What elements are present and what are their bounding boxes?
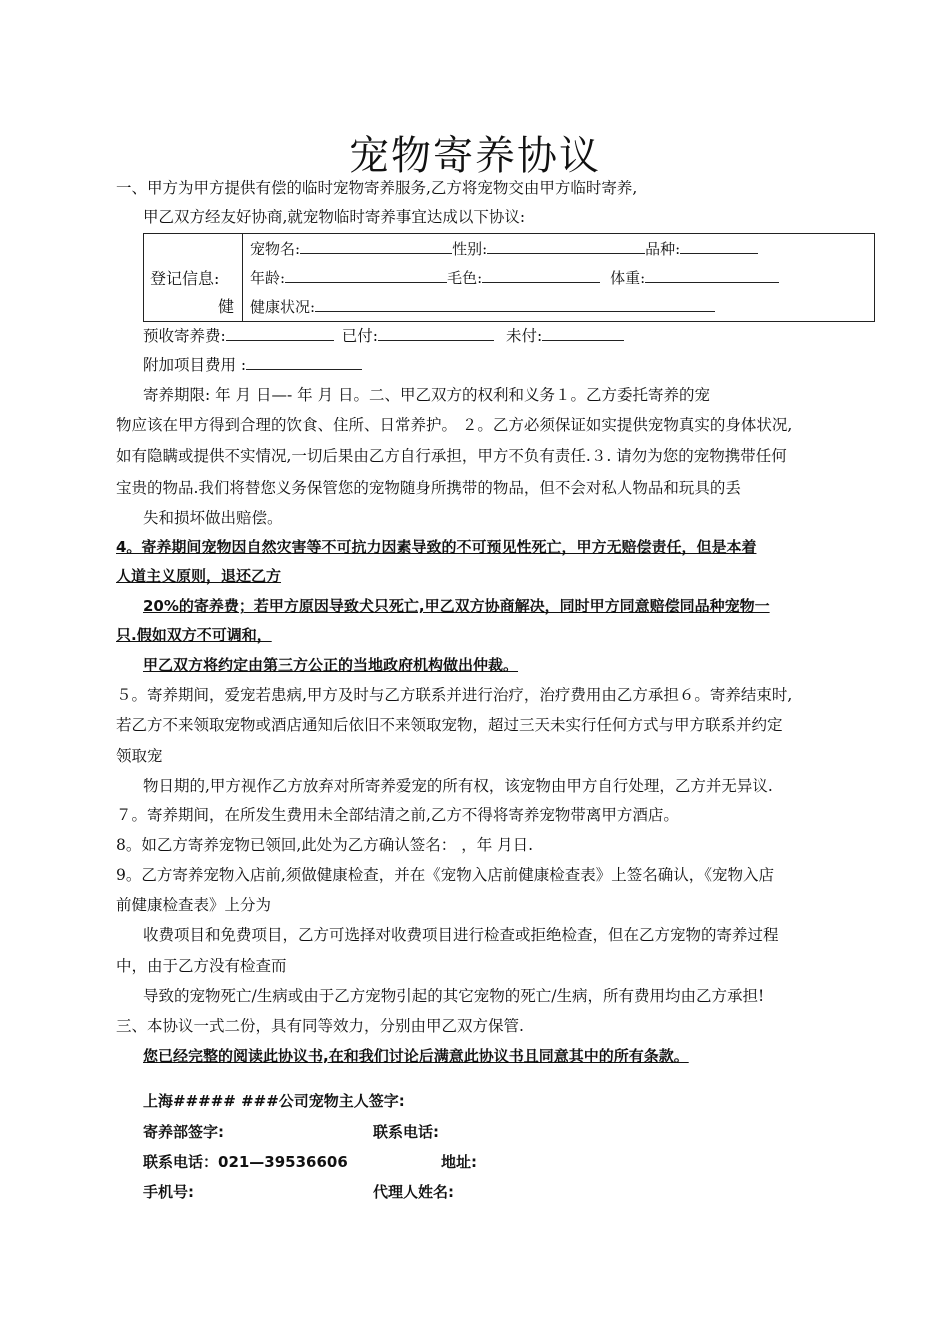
clause-8-line: 8。如乙方寄养宠物已领回,此处为乙方确认签名： ，年 月日. (116, 836, 534, 854)
body-p1-line-e: 失和损坏做出赔偿。 (143, 509, 283, 527)
breed-field[interactable] (680, 239, 758, 254)
registration-row-1 (250, 238, 758, 259)
health-field[interactable] (315, 297, 715, 312)
contact-phone-label: 联系电话: (373, 1123, 439, 1141)
clause-5-line-a: ５。寄养期间，爱宠若患病,甲方及时与乙方联系并进行治疗，治疗费用由乙方承担６。寄养结束时, (116, 686, 793, 704)
agent-name-label: 代理人姓名: (373, 1183, 454, 1201)
clause-4-line-3: 20%的寄养费；若甲方原因导致犬只死亡,甲乙双方协商解决，同时甲方同意赔偿同品种宠物一 (143, 597, 770, 615)
clause-5-line-c: 领取宠 (116, 747, 163, 765)
clause-7-line: ７。寄养期间，在所发生费用未全部结清之前,乙方不得将寄养宠物带离甲方酒店。 (116, 806, 679, 824)
clause-9-line-a: 9。乙方寄养宠物入店前,须做健康检查，并在《宠物入店前健康检查表》上签名确认，《宠物入店 (116, 866, 775, 884)
clause-4-line-2: 人道主义原则，退还乙方 (116, 567, 282, 585)
registration-label: 登记信息: (150, 269, 220, 288)
clause-9-line-e: 导致的宠物死亡/生病或由于乙方宠物引起的其它宠物的死亡/生病，所有费用均由乙方承担! (143, 987, 765, 1005)
registration-label-cont: 健 (217, 297, 234, 316)
clause-5-line-b: 若乙方不来领取宠物或酒店通知后依旧不来领取宠物，超过三天未实行任何方式与甲方联系并约定 (116, 716, 783, 734)
paid-label: 已付: (341, 327, 378, 345)
mobile-label: 手机号: (143, 1183, 194, 1201)
intro-line-2: 甲乙双方经友好协商,就宠物临时寄养事宜达成以下协议: (143, 208, 526, 226)
extra-fees-label: 附加项目费用 : (143, 356, 247, 374)
weight-label: 体重: (610, 269, 646, 287)
pet-name-field[interactable] (300, 239, 452, 254)
health-label: 健康状况: (250, 298, 316, 316)
age-field[interactable] (285, 268, 447, 283)
gender-field[interactable] (487, 239, 645, 254)
clause-4-line-4: 只.假如双方不可调和， (116, 626, 272, 644)
address-label: 地址: (441, 1153, 477, 1171)
clause-4-line-1: 4。寄养期间宠物因自然灾害等不可抗力因素导致的不可预见性死亡，甲方无赔偿责任，但是本着 (116, 538, 757, 556)
age-label: 年龄: (250, 269, 286, 287)
body-p1-line-a: 寄养期限: 年 月 日—- 年 月 日。二、甲乙双方的权利和义务１。乙方委托寄养的宠 (143, 386, 711, 404)
body-p1-line-c: 如有隐瞒或提供不实情况,一切后果由乙方自行承担，甲方不负有责任.３. 请勿为您的宠物携带任何 (116, 447, 787, 465)
extra-fees-line (143, 351, 873, 380)
registration-row-3 (250, 296, 715, 317)
contact-phone-number: 联系电话：021—39536606 (143, 1153, 348, 1171)
company-owner-signature-label: 上海##### ###公司宠物主人签字: (143, 1092, 405, 1110)
clause-9-line-d: 中，由于乙方没有检查而 (116, 957, 287, 975)
clause-5-line-d: 物日期的,甲方视作乙方放弃对所寄养爱宠的所有权，该宠物由甲方自行处理，乙方并无异议. (143, 777, 773, 795)
fur-color-field[interactable] (482, 268, 600, 283)
registration-label-cell (144, 234, 243, 321)
unpaid-label: 未付: (505, 327, 543, 345)
extra-fees-field[interactable] (246, 355, 362, 370)
section-3-line: 三、本协议一式二份，具有同等效力，分别由甲乙双方保管. (116, 1017, 524, 1035)
confirmation-line: 您已经完整的阅读此协议书,在和我们讨论后满意此协议书且同意其中的所有条款。 (143, 1047, 689, 1065)
pet-name-label: 宠物名: (250, 240, 301, 258)
clause-9-line-c: 收费项目和免费项目，乙方可选择对收费项目进行检查或拒绝检查，但在乙方宠物的寄养过程 (143, 926, 779, 944)
paid-field[interactable] (378, 326, 494, 341)
clause-9-line-b: 前健康检查表》上分为 (116, 896, 272, 914)
clause-4-line-5: 甲乙双方将约定由第三方公正的当地政府机构做出仲裁。 (143, 656, 519, 674)
prepaid-label: 预收寄养费: (143, 327, 226, 345)
fees-line (143, 322, 873, 351)
document-title: 宠物寄养协议 (349, 133, 601, 179)
body-p1-line-b: 物应该在甲方得到合理的饮食、住所、日常养护。 ２。乙方必须保证如实提供宠物真实的身体状况, (116, 416, 793, 434)
registration-table (143, 233, 875, 322)
fur-color-label: 毛色: (447, 269, 483, 287)
registration-row-2 (250, 267, 779, 288)
dept-signature-label: 寄养部签字: (143, 1123, 224, 1141)
body-p1-line-d: 宝贵的物品.我们将替您义务保管您的宠物随身所携带的物品，但不会对私人物品和玩具的丢 (116, 479, 741, 497)
unpaid-field[interactable] (542, 326, 624, 341)
weight-field[interactable] (645, 268, 779, 283)
breed-label: 品种: (645, 240, 681, 258)
prepaid-field[interactable] (226, 326, 334, 341)
intro-line-1: 一、甲方为甲方提供有偿的临时宠物寄养服务,乙方将宠物交由甲方临时寄养, (116, 179, 638, 197)
gender-label: 性别: (452, 240, 488, 258)
